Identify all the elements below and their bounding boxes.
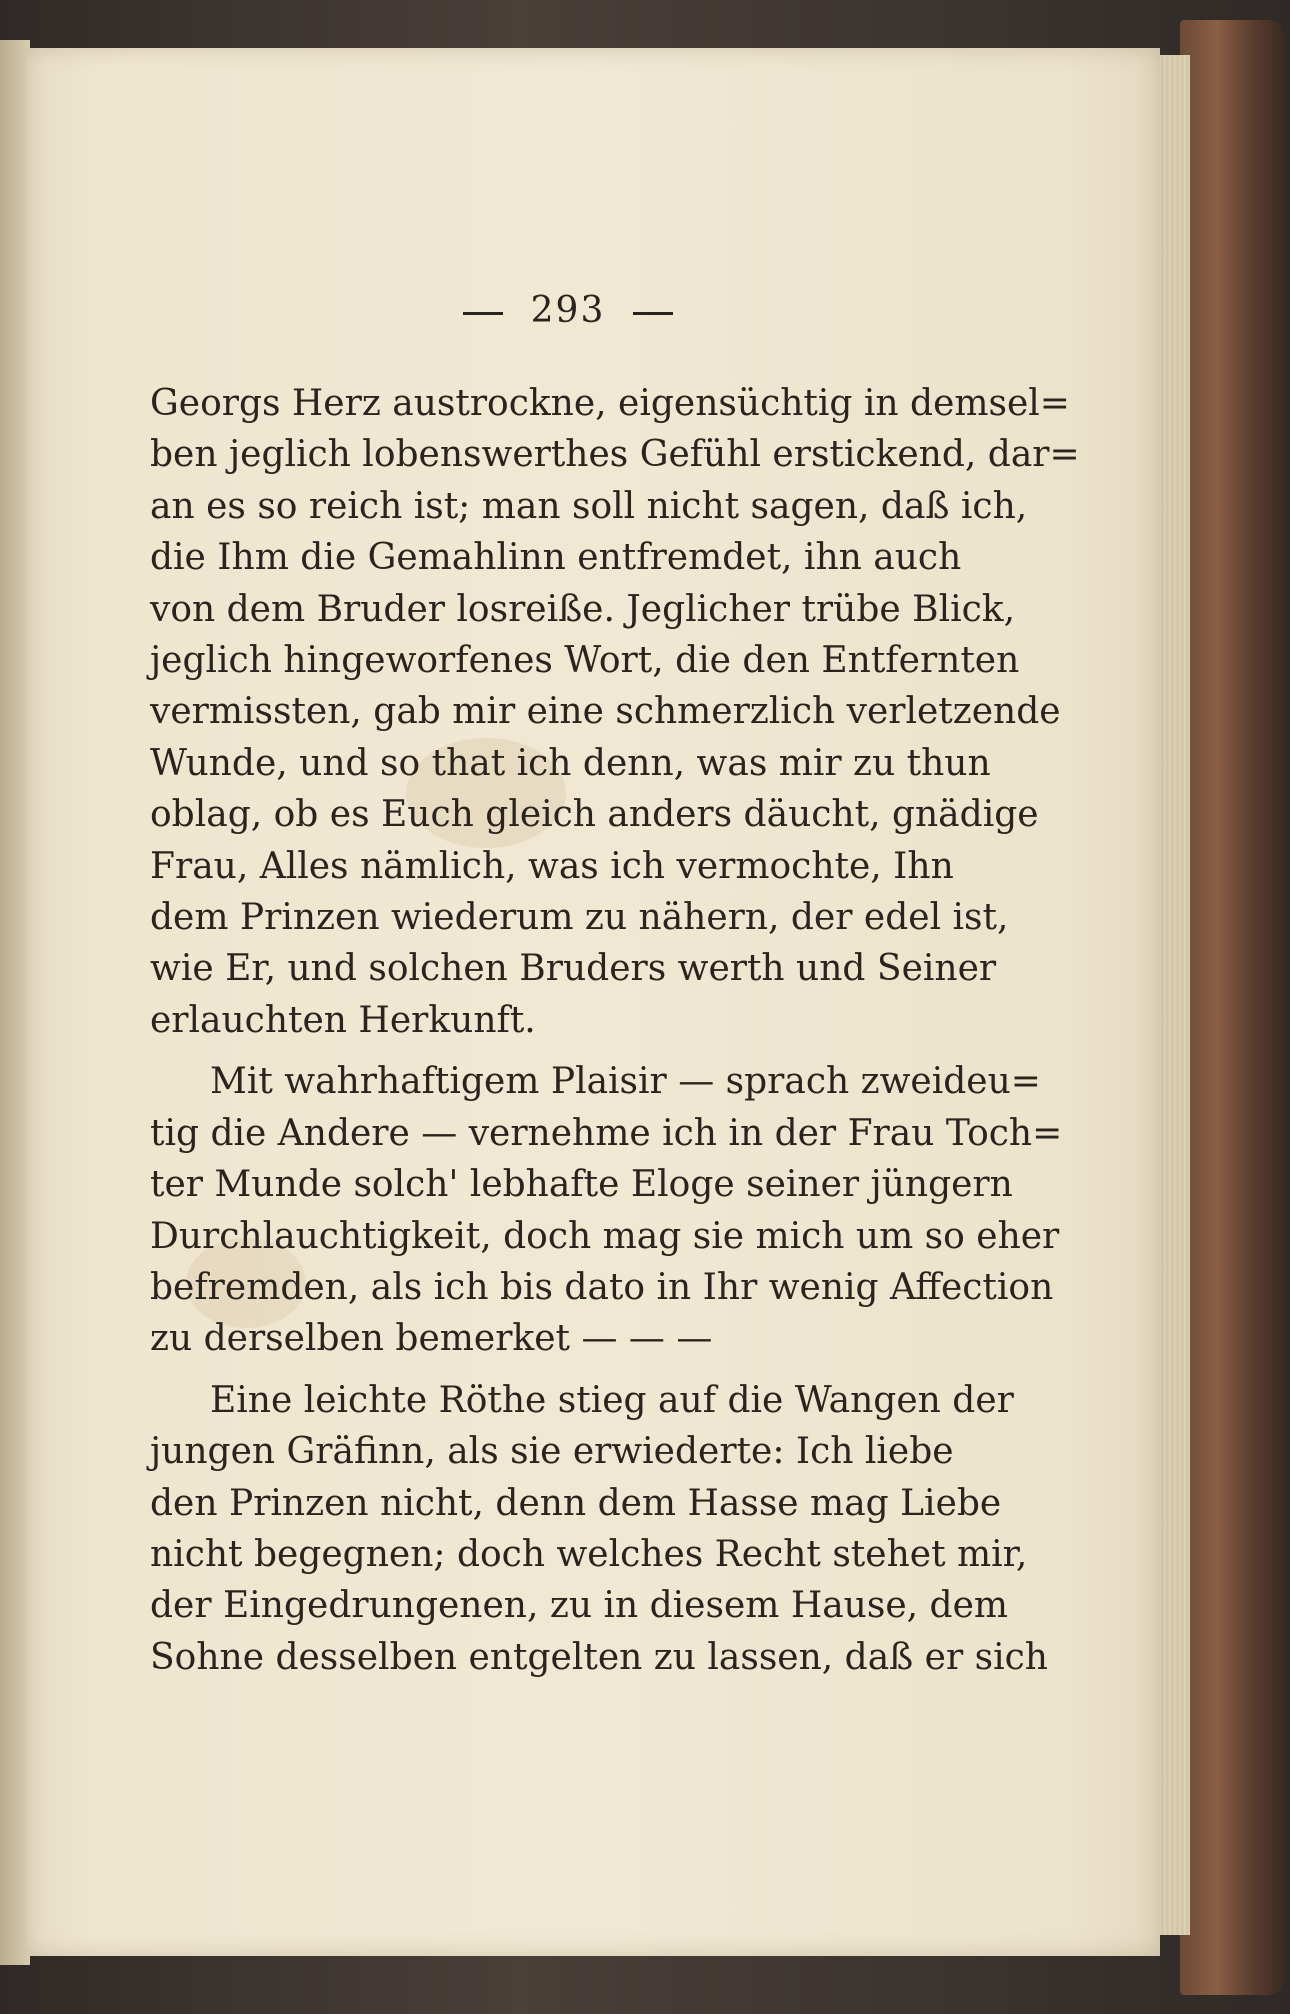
text-line: Eine leichte Röthe stieg auf die Wangen der xyxy=(210,1379,1014,1421)
paragraph xyxy=(150,1056,1063,1364)
text-line: jungen Gräfinn, als sie erwiederte: Ich liebe xyxy=(150,1431,954,1473)
text-line: nicht begegnen; doch welches Recht stehet mir, xyxy=(150,1533,1028,1575)
text-line: erlauchten Herkunft. xyxy=(150,999,536,1041)
text-line: tig die Andere — vernehme ich in der Frau Toch= xyxy=(150,1112,1063,1154)
text-line: den Prinzen nicht, denn dem Hasse mag Liebe xyxy=(150,1482,1002,1524)
paragraph xyxy=(150,378,1080,1046)
text-line: vermissten, gab mir eine schmerzlich verletzende xyxy=(150,691,1061,733)
text-line: Georgs Herz austrockne, eigensüchtig in demsel= xyxy=(150,383,1070,424)
text-line: Frau, Alles nämlich, was ich vermochte, Ihn xyxy=(150,845,954,887)
paragraph-gap xyxy=(150,1046,950,1056)
text-line: Mit wahrhaftigem Plaisir — sprach zweideu= xyxy=(210,1061,1041,1103)
paragraph xyxy=(150,1375,1048,1683)
text-line: zu derselben bemerket — — — xyxy=(150,1318,713,1360)
text-line: an es so reich ist; man soll nicht sagen, daß ich, xyxy=(150,485,1028,527)
page-number-dash-right xyxy=(633,312,673,315)
page-number xyxy=(26,290,1110,331)
page-number-value: 293 xyxy=(530,290,606,331)
text-line: die Ihm die Gemahlinn entfremdet, ihn auch xyxy=(150,537,962,579)
text-line: von dem Bruder losreiße. Jeglicher trübe Blick, xyxy=(150,588,1016,630)
text-line: dem Prinzen wiederum zu nähern, der edel ist, xyxy=(150,897,1009,939)
text-line: Sohne desselben entgelten zu lassen, daß er sich xyxy=(150,1636,1048,1678)
page-number-dash-left xyxy=(463,312,503,315)
text-line: ter Munde solch' lebhafte Eloge seiner jüngern xyxy=(150,1164,1013,1206)
text-line: wie Er, und solchen Bruders werth und Seiner xyxy=(150,948,997,990)
text-line: jeglich hingeworfenes Wort, die den Entfernten xyxy=(150,640,1020,682)
body-text xyxy=(150,378,1080,1683)
text-line: Wunde, und so that ich denn, was mir zu thun xyxy=(150,742,991,784)
book-cover-edge xyxy=(1180,20,1284,1995)
text-line: oblag, ob es Euch gleich anders däucht, gnädige xyxy=(150,794,1039,836)
text-line: der Eingedrungenen, zu in diesem Hause, dem xyxy=(150,1585,1009,1627)
text-line: befremden, als ich bis dato in Ihr wenig Affection xyxy=(150,1266,1054,1308)
paragraph-gap xyxy=(150,1365,950,1375)
book-page xyxy=(26,48,1160,1956)
text-line: Durchlauchtigkeit, doch mag sie mich um so eher xyxy=(150,1215,1060,1257)
text-line: ben jeglich lobenswerthes Gefühl erstickend, dar= xyxy=(150,434,1080,476)
